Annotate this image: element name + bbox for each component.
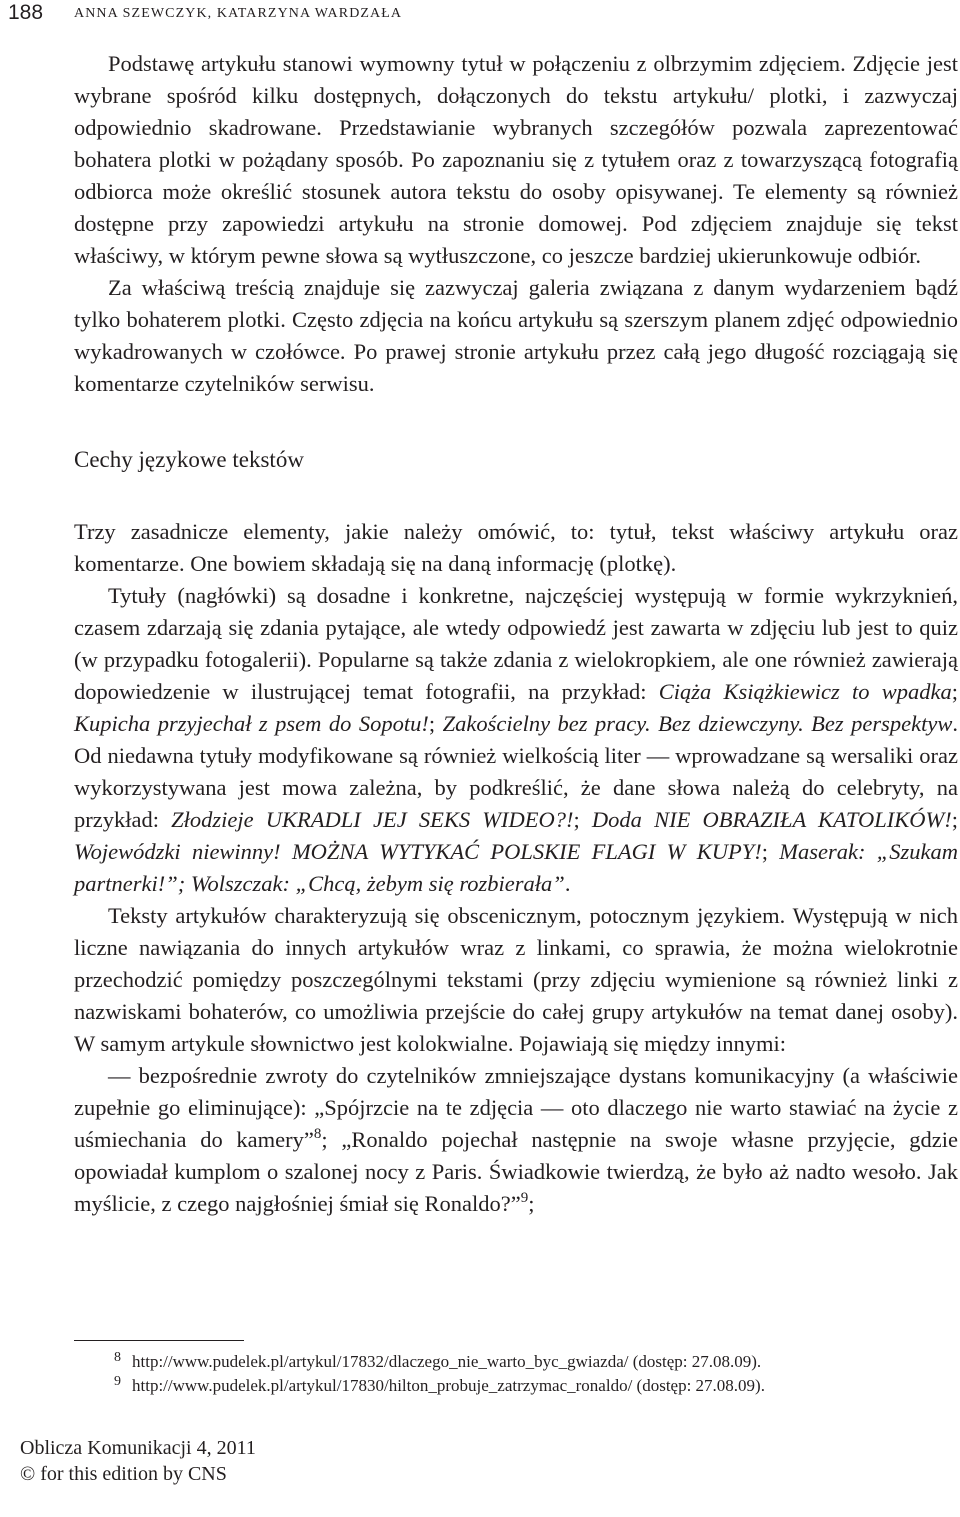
footnote-ref: 8 [313,1126,322,1142]
footnote-text: http://www.pudelek.pl/artykul/17832/dlaczego_nie_warto_byc_gwiazda/ (dostęp: 27.08.09). [132,1352,762,1371]
example-title: Złodzieje UKRADLI JEJ SEKS WIDEO?! [171,807,574,832]
footnote-rule [74,1340,244,1341]
example-title: Wojewódzki niewinny! MOŻNA WYTYKAĆ POLSKIE FLAGI W KUPY! [74,839,762,864]
journal-title: Oblicza Komunikacji 4, 2011 [20,1437,256,1459]
footnote [74,1374,958,1398]
footnote [74,1350,958,1374]
article-body [74,48,958,1220]
text-run: ; [528,1191,535,1216]
text-run: ; [761,839,780,864]
paragraph [74,580,958,900]
paragraph: Podstawę artykułu stanowi wymowny tytuł w połączeniu z olbrzymim zdjęciem. Zdjęcie jest wybrane spośród kilku dostępnych, dołączonych do tekstu artykułu/ plotki, i zazwyczaj odpowiednio skadrowane. Przedstawianie wybranych szczegółów pozwala zaprezentować bohatera plotki w pożądany sposób. Po zapoznaniu się z tytułem oraz z towarzyszącą fotografią odbiorca może określić stosunek autora tekstu do osoby opisywanej. Te elementy są również dostępne przy zapowiedzi artykułu na stronie domowej. Pod zdjęciem znajduje się tekst właściwy, w którym pewne słowa są wytłuszczone, co jeszcze bardziej ukierunkowuje odbiór. [74,51,958,268]
text-run: . Od niedawna tytuły modyfikowane są również wielkością liter — wprowadzane są wersaliki oraz wykorzystywana jest mowa zależna, by podkreślić, że dane słowa należą do celebryty, na przykład: [74,711,958,832]
text-run: ; [951,807,959,832]
text-run: ; „Ronaldo pojechał następnie na swoje własne przyjęcie, gdzie opowiadał kumplom o szalonej nocy z Paris. Świadkowie twierdzą, że było aż nadto wesoło. Jak myślicie, z czego najgłośniej śmiał się Ronaldo?” [74,1127,958,1216]
footnote-text: http://www.pudelek.pl/artykul/17830/hilton_probuje_zatrzymac_ronaldo/ (dostęp: 27.08.09). [132,1376,765,1395]
example-title: Zakościelny bez pracy. Bez dziewczyny. Bez perspektyw [442,711,953,736]
paragraph: Za właściwą treścią znajduje się zazwyczaj galeria związana z danym wydarzeniem bądź tylko bohaterem plotki. Często zdjęcia na końcu artykułu są szerszym planem zdjęć odpowiednio wykadrowanych w czołówce. Po prawej stronie artykułu przez całą jego długość rozciągają się komentarze czytelników serwisu. [74,275,958,396]
paragraph [74,1060,958,1220]
example-title: Ciąża Książkiewicz to wpadka [658,679,952,704]
paragraph: Teksty artykułów charakteryzują się obscenicznym, potocznym językiem. Występują w nich liczne nawiązania do innych artykułów wraz z linkami, co sprawia, że można wielokrotnie przechodzić pomiędzy poszczególnymi tekstami (przy zdjęciu wymienione są również linki z nazwiskami bohaterów, co umożliwia przejście do całej grupy artykułów na temat danej osoby). W samym artykule słownictwo jest kolokwialne. Pojawiają się między innymi: [74,903,958,1056]
text-run: — bezpośrednie zwroty do czytelników zmniejszające dystans komunikacyjny (a właściwie zupełnie go eliminujące): „Spójrzcie na te zdjęcia — oto dlaczego nie warto stawiać na życie z uśmiechania do kamery” [74,1063,958,1152]
footnote-number: 9 [114,1374,121,1389]
page-footer [20,1435,256,1487]
page-number: 188 [8,1,44,24]
copyright-notice: © for this edition by CNS [20,1463,227,1485]
example-title: Maserak: „Szukam partnerki!”; Wolszczak: „Chcą, żebym się rozbierała” [74,839,958,896]
footnote-number: 8 [114,1350,121,1365]
paragraph: Trzy zasadnicze elementy, jakie należy omówić, to: tytuł, tekst właściwy artykułu oraz komentarze. One bowiem składają się na daną informację (plotkę). [74,519,958,576]
footnote-ref: 9 [520,1190,529,1206]
text-run: ; [951,679,959,704]
example-title: Kupicha przyjechał z psem do Sopotu! [74,711,429,736]
footnotes [74,1350,958,1398]
page-header [0,0,960,30]
running-head: ANNA SZEWCZYK, KATARZYNA WARDZAŁA [74,6,403,21]
text-run: ; [573,807,592,832]
text-run: . [564,871,571,896]
text-run: Tytuły (nagłówki) są dosadne i konkretne, najczęściej występują w formie wykrzyknień, czasem zdarzają się zdania pytające, ale wtedy odpowiedź jest zawarta w zdjęciu lub jest to quiz (w przypadku fotogalerii). Popularne są także zdania z wielokropkiem, ale one również zawierają dopowiedzenie w ilustrującej temat fotografii, na przykład: [74,583,958,704]
section-heading: Cechy językowe tekstów [74,447,304,472]
example-title: Doda NIE OBRAZIŁA KATOLIKÓW! [591,807,952,832]
text-run: ; [428,711,443,736]
